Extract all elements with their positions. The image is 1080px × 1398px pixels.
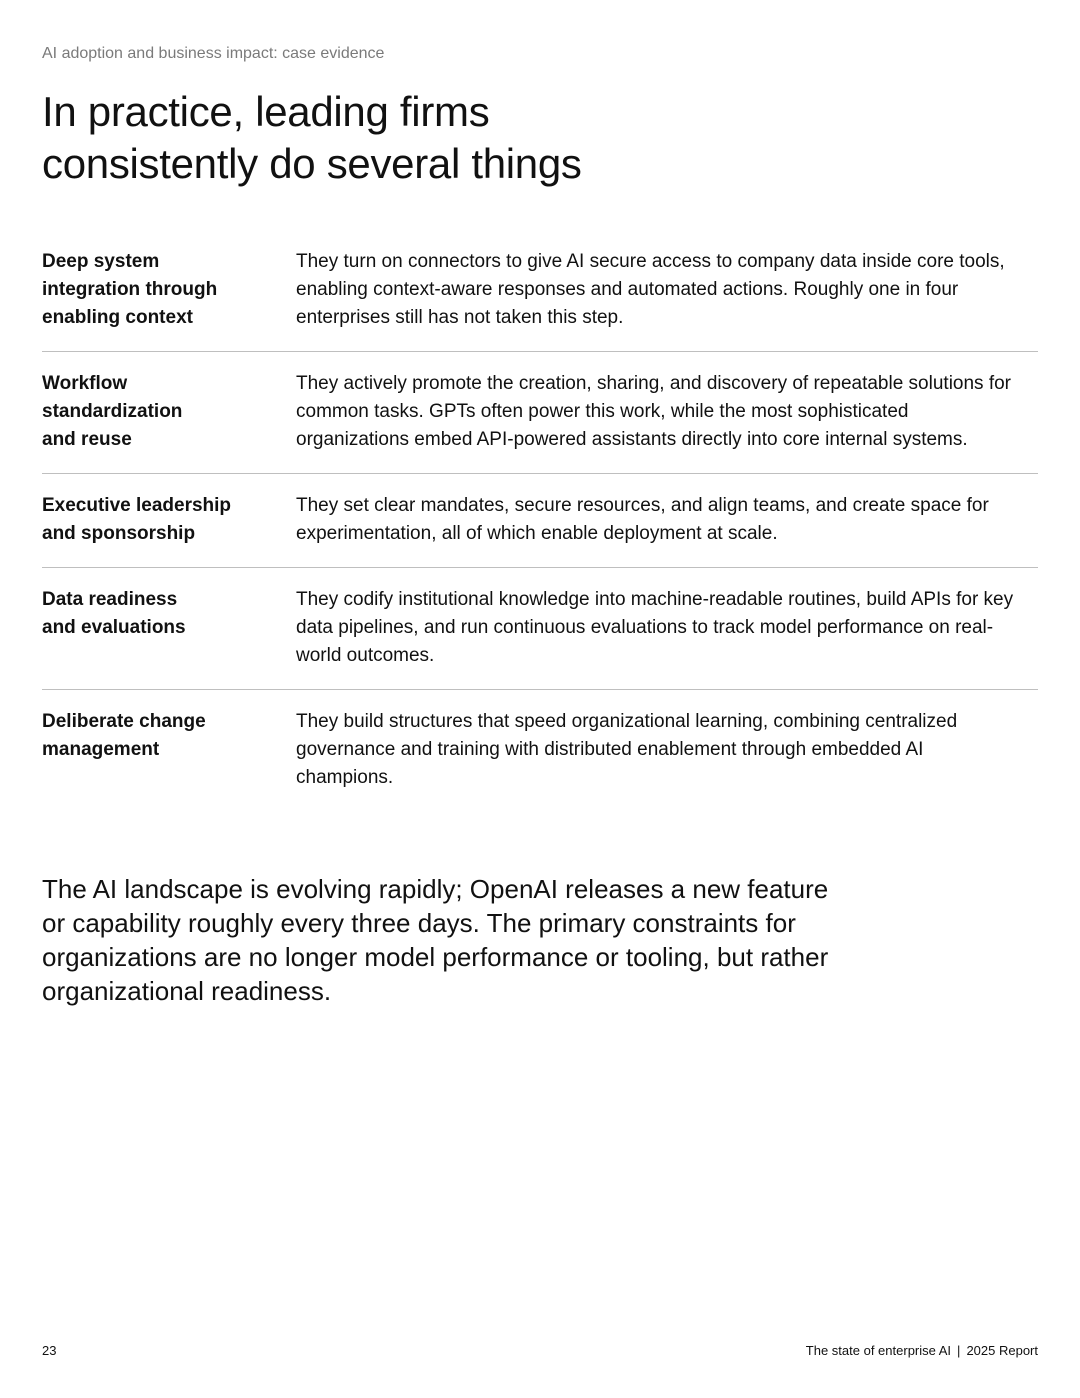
practice-row <box>42 248 1038 352</box>
report-page <box>42 0 1038 1398</box>
report-title: The state of enterprise AI <box>805 1343 952 1358</box>
report-footer <box>806 1342 1038 1360</box>
practice-description: They codify institutional knowledge into machine-readable routines, build APIs for key data pipelines, and run continuous evaluations to track model performance on real-world outcomes. <box>296 589 1014 666</box>
practice-label: Workflow standardization and reuse <box>42 373 183 450</box>
callout-statement: The AI landscape is evolving rapidly; OpenAI releases a new feature or capability roughly every three days. The primary constraints for organizations are no longer model performance or tooling, but rather organizational readiness. <box>42 874 829 1006</box>
practice-row <box>42 352 1038 474</box>
report-year: 2025 Report <box>966 1343 1038 1358</box>
practice-row <box>42 474 1038 568</box>
section-kicker: AI adoption and business impact: case evidence <box>42 45 385 62</box>
page-number: 23 <box>42 1343 57 1358</box>
footer-separator: | <box>957 1343 961 1358</box>
practices-table <box>42 248 1038 811</box>
practice-label: Data readiness and evaluations <box>42 589 186 638</box>
practice-label: Executive leadership and sponsorship <box>42 495 232 544</box>
practice-label: Deep system integration through enabling context <box>42 251 218 328</box>
practice-description: They turn on connectors to give AI secure access to company data inside core tools, enabling context-aware responses and automated actions. Roughly one in four enterprises still has not taken this step. <box>296 251 1005 328</box>
practice-description: They build structures that speed organizational learning, combining centralized governance and training with distributed enablement through embedded AI champions. <box>296 711 958 788</box>
practice-description: They actively promote the creation, sharing, and discovery of repeatable solutions for common tasks. GPTs often power this work, while the most sophisticated organizations embed API-powered assistants directly into core internal systems. <box>296 373 1011 450</box>
practice-label: Deliberate change management <box>42 711 206 760</box>
practice-row <box>42 568 1038 690</box>
practice-description: They set clear mandates, secure resources, and align teams, and create space for experimentation, all of which enable deployment at scale. <box>296 495 989 544</box>
page-title: In practice, leading firms consistently do several things <box>42 88 582 187</box>
practice-row <box>42 690 1038 811</box>
